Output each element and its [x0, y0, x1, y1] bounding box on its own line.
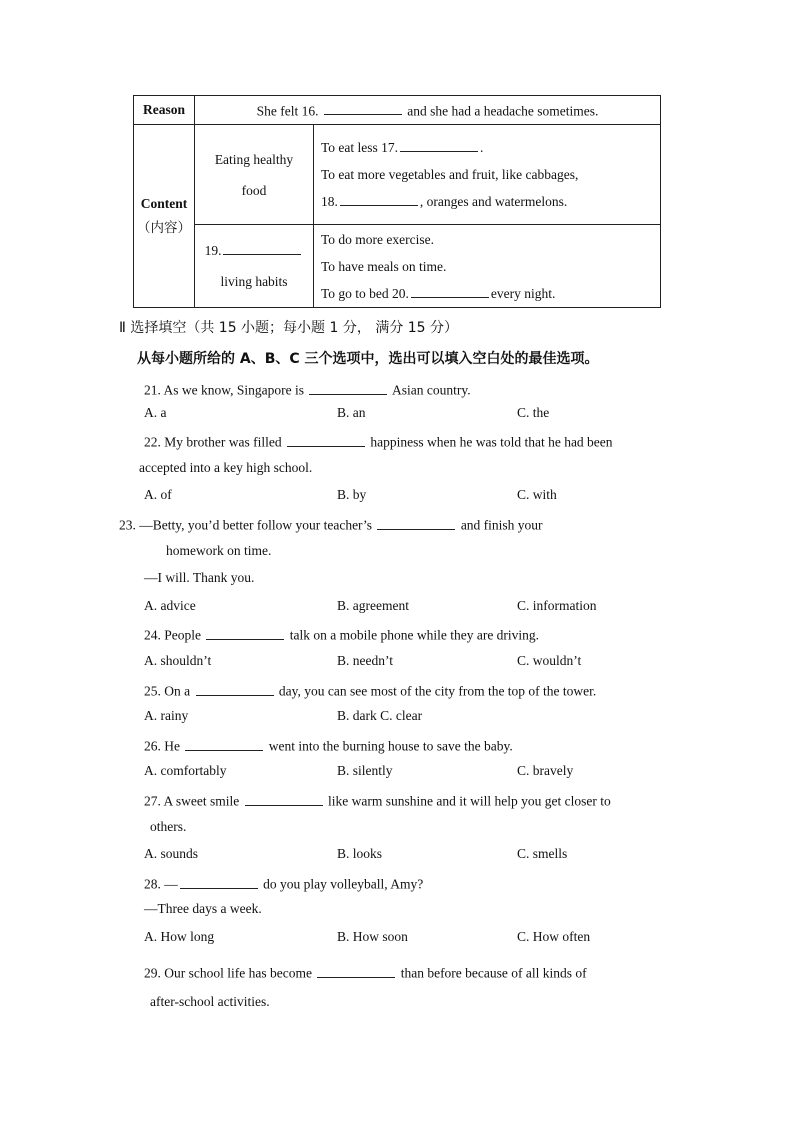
blank-16[interactable]	[324, 101, 402, 116]
section-instruction: 从每小题所给的 A、B、C 三个选项中，选出可以填入空白处的最佳选项。	[137, 351, 599, 367]
q23-option-c[interactable]: C. information	[517, 598, 597, 613]
q25-option-b-c[interactable]: B. dark C. clear	[337, 708, 423, 723]
question-21: 21. As we know, Singapore is Asian country.	[144, 380, 471, 399]
habits-label-cell	[195, 225, 314, 308]
food-label-2: food	[241, 182, 267, 198]
blank-22[interactable]	[287, 432, 365, 447]
q21-option-b[interactable]: B. an	[337, 405, 366, 420]
reason-cell: She felt 16. and she had a headache sometimes.	[195, 96, 661, 125]
question-27-line-2: others.	[150, 819, 187, 834]
blank-20[interactable]	[411, 283, 489, 298]
blank-18[interactable]	[340, 192, 418, 207]
food-label-1: Eating healthy	[214, 151, 294, 167]
question-28-line-2: —Three days a week.	[144, 901, 262, 916]
reason-label: Reason	[134, 96, 195, 125]
question-23-line-3: —I will. Thank you.	[144, 570, 255, 585]
food-line-2: To eat more vegetables and fruit, like cabbages,	[321, 167, 579, 182]
blank-25[interactable]	[196, 681, 274, 696]
health-plan-table	[133, 95, 661, 308]
question-29-line-2: after-school activities.	[150, 994, 270, 1009]
blank-27[interactable]	[245, 791, 323, 806]
table-row-reason	[134, 96, 661, 125]
blank-17[interactable]	[400, 138, 478, 153]
question-23-line-2: homework on time.	[166, 543, 272, 558]
food-line-3: 18. , oranges and watermelons.	[321, 188, 654, 215]
section-heading: Ⅱ 选择填空（共 15 小题；每小题 1 分， 满分 15 分）	[119, 320, 459, 336]
q24-option-b[interactable]: B. needn’t	[337, 653, 393, 668]
q22-option-a[interactable]: A. of	[144, 487, 172, 502]
blank-24[interactable]	[206, 625, 284, 640]
table-row-habits	[134, 225, 661, 308]
q24-option-a[interactable]: A. shouldn’t	[144, 653, 212, 668]
question-24: 24. People talk on a mobile phone while they are driving.	[144, 625, 539, 644]
q27-option-c[interactable]: C. smells	[517, 846, 568, 861]
q22-option-c[interactable]: C. with	[517, 487, 557, 502]
q28-option-b[interactable]: B. How soon	[337, 929, 408, 944]
habits-line-1: To do more exercise.	[321, 231, 435, 247]
question-28-line-1: 28. — do you play volleyball, Amy?	[144, 874, 423, 893]
blank-29[interactable]	[317, 963, 395, 978]
q26-option-b[interactable]: B. silently	[337, 763, 393, 778]
content-label-cell	[134, 125, 195, 308]
question-27-line-1: 27. A sweet smile like warm sunshine and it will help you get closer to	[144, 791, 611, 810]
habits-num-line: 19.	[195, 235, 313, 266]
food-line-1: To eat less 17. .	[321, 134, 654, 161]
question-22-line-1: 22. My brother was filled happiness when he was told that he had been	[144, 432, 674, 451]
q25-option-a[interactable]: A. rainy	[144, 708, 189, 723]
question-25: 25. On a day, you can see most of the city from the top of the tower.	[144, 681, 596, 700]
habits-line-3: To go to bed 20. every night.	[321, 280, 654, 307]
blank-26[interactable]	[185, 736, 263, 751]
q24-option-c[interactable]: C. wouldn’t	[517, 653, 582, 668]
food-label-cell	[195, 125, 314, 225]
habits-label: living habits	[220, 274, 288, 289]
blank-19[interactable]	[223, 241, 301, 256]
q23-option-b[interactable]: B. agreement	[337, 598, 409, 613]
q22-option-b[interactable]: B. by	[337, 487, 367, 502]
content-cn-label: （内容）	[137, 220, 191, 236]
question-22-line-2: accepted into a key high school.	[139, 460, 313, 475]
q27-option-b[interactable]: B. looks	[337, 846, 383, 861]
food-plan-cell	[314, 125, 661, 225]
blank-21[interactable]	[309, 380, 387, 395]
blank-28[interactable]	[180, 874, 258, 889]
blank-23[interactable]	[377, 515, 455, 530]
q21-option-c[interactable]: C. the	[517, 405, 550, 420]
q28-option-c[interactable]: C. How often	[517, 929, 591, 944]
content-label: Content	[140, 196, 188, 211]
q28-option-a[interactable]: A. How long	[144, 929, 215, 944]
q23-option-a[interactable]: A. advice	[144, 598, 196, 613]
question-23-line-1: 23. —Betty, you’d better follow your teacher’s and finish your	[119, 515, 543, 534]
table-row-food	[134, 125, 661, 225]
habits-line-2: To have meals on time.	[321, 258, 447, 274]
q26-option-c[interactable]: C. bravely	[517, 763, 574, 778]
habits-plan-cell	[314, 225, 661, 308]
q26-option-a[interactable]: A. comfortably	[144, 763, 227, 778]
question-29-line-1: 29. Our school life has become than before because of all kinds of	[144, 963, 587, 982]
q27-option-a[interactable]: A. sounds	[144, 846, 199, 861]
question-26: 26. He went into the burning house to save the baby.	[144, 736, 513, 755]
q21-option-a[interactable]: A. a	[144, 405, 167, 420]
